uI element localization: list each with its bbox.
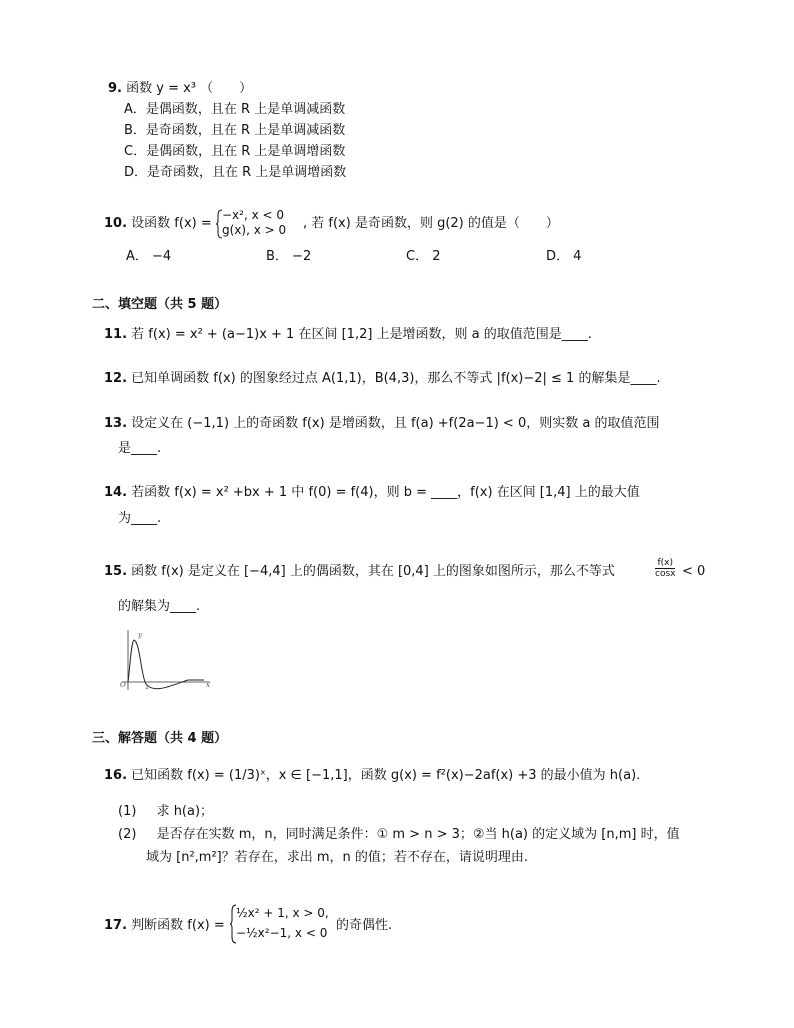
question-text: 函数 f(x) 是定义在 [−4,4] 上的偶函数，其在 [0,4] 上的图象如图所示，那么不等式 <box>131 564 615 579</box>
question-16-sub1 <box>118 803 213 821</box>
q9-option-a: A．是偶函数，且在 R 上是单调减函数 <box>124 102 346 117</box>
question-16-line1 <box>104 767 640 785</box>
curve <box>128 640 204 689</box>
q9-option-b: B．是奇函数，且在 R 上是单调减函数 <box>124 123 346 138</box>
y-axis-label: y <box>138 631 142 639</box>
x-axis-label: x <box>206 681 210 689</box>
question-text-pre: 设函数 f(x) = <box>131 216 212 231</box>
question-number: 15. <box>104 564 128 579</box>
sub-text: 是否存在实数 m，n，同时满足条件：① m > n > 3；②当 h(a) 的定义域为 [n,m] 时，值 <box>156 827 680 842</box>
question-17-stem <box>104 917 225 935</box>
question-15-line2: 的解集为____. <box>118 599 201 614</box>
question-number: 9. <box>108 81 122 96</box>
fraction-numerator: f(x) <box>655 558 675 569</box>
question-16-sub2-line1 <box>118 826 680 844</box>
q10-option-c: C． 2 <box>406 249 441 264</box>
question-text: 已知单调函数 f(x) 的图象经过点 A(1,1)，B(4,3)，那么不等式 |f(x)−2| ≤ 1 的解集是____. <box>131 371 661 386</box>
inequality-tail: < 0 <box>682 564 706 579</box>
left-brace <box>229 904 237 944</box>
function-graph <box>118 628 214 692</box>
question-text-post: 的奇偶性. <box>336 918 393 933</box>
piecewise-definition <box>222 208 286 238</box>
question-number: 14. <box>104 485 128 500</box>
question-13-line1 <box>104 415 659 433</box>
fraction-denominator: cosx <box>655 569 676 579</box>
tick-label-1: 1 <box>145 684 149 691</box>
question-text-post: , 若 f(x) 是奇函数，则 g(2) 的值是（ ） <box>303 216 559 231</box>
section-heading-fill-in: 二、填空题（共 5 题） <box>92 297 228 312</box>
case-1: −x², x < 0 <box>222 208 285 222</box>
question-number: 10. <box>104 216 128 231</box>
origin-label: O <box>120 681 126 689</box>
q10-option-d: D． 4 <box>546 249 582 264</box>
q10-option-a: A． −4 <box>126 249 172 264</box>
question-13-line2: 是____. <box>118 441 162 456</box>
q9-option-c: C．是偶函数，且在 R 上是单调增函数 <box>124 144 346 159</box>
left-brace <box>215 209 223 239</box>
piecewise-definition <box>236 903 329 943</box>
question-16-sub2-line2: 域为 [n²,m²]？若存在，求出 m，n 的值；若不存在，请说明理由. <box>146 850 529 865</box>
case-2: g(x), x > 0 <box>222 223 287 237</box>
question-number: 16. <box>104 768 128 783</box>
q9-option-d: D．是奇函数，且在 R 上是单调增函数 <box>124 165 347 180</box>
question-text: 已知函数 f(x) = (1/3)ˣ，x ∈ [−1,1]，函数 g(x) = f²(x)−2af(x) +3 的最小值为 h(a). <box>131 768 641 783</box>
case-1: ½x² + 1, x > 0, <box>236 906 329 920</box>
question-14-line1 <box>104 484 640 502</box>
question-text: 设定义在 (−1,1) 上的奇函数 f(x) 是增函数，且 f(a) +f(2a−1) < 0，则实数 a 的取值范围 <box>131 416 660 431</box>
section-heading-answer: 三、解答题（共 4 题） <box>92 731 228 746</box>
sub-number: (2) <box>118 827 137 842</box>
question-number: 17. <box>104 918 128 933</box>
q10-option-b: B． −2 <box>266 249 312 264</box>
question-15-line1 <box>104 563 615 581</box>
question-text: 若函数 f(x) = x² +bx + 1 中 f(0) = f(4)，则 b = ____，f(x) 在区间 [1,4] 上的最大值 <box>131 485 640 500</box>
sub-text: 求 h(a)； <box>156 804 214 819</box>
question-text-pre: 判断函数 f(x) = <box>131 918 225 933</box>
question-number: 13. <box>104 416 128 431</box>
question-11 <box>104 326 592 344</box>
question-text: 函数 y = x³ （ ） <box>126 81 253 96</box>
question-text: 若 f(x) = x² + (a−1)x + 1 在区间 [1,2] 上是增函数，则 a 的取值范围是____. <box>131 327 592 342</box>
case-2: −½x²−1, x < 0 <box>236 926 328 940</box>
question-number: 11. <box>104 327 128 342</box>
question-12 <box>104 370 661 388</box>
question-9-stem <box>108 80 252 98</box>
fraction <box>655 558 675 579</box>
question-number: 12. <box>104 371 128 386</box>
question-14-line2: 为____. <box>118 511 162 526</box>
question-10-stem <box>104 215 212 233</box>
sub-number: (1) <box>118 804 137 819</box>
